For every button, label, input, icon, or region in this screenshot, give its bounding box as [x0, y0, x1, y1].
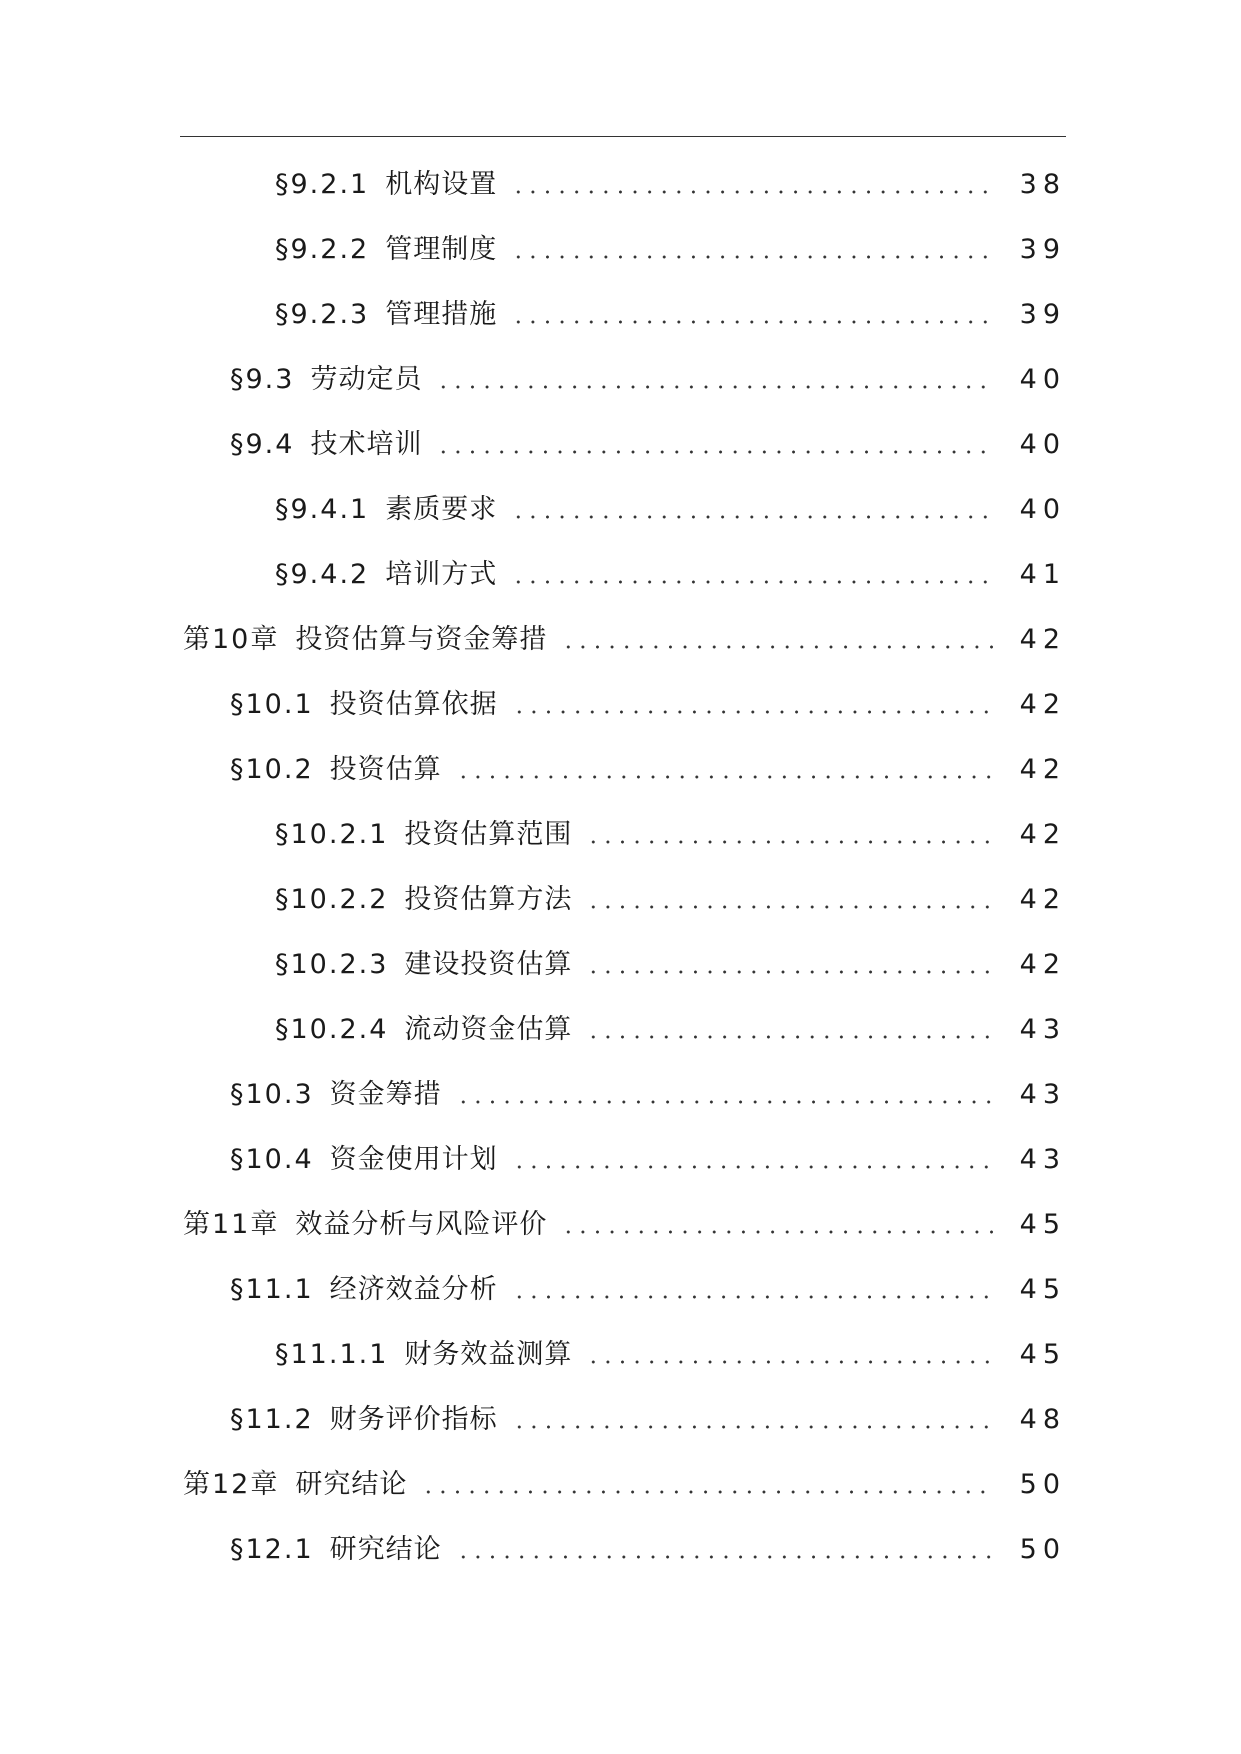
toc-entry-title: 研究结论: [295, 1469, 408, 1500]
dot-leader: [586, 839, 996, 845]
toc-entry[interactable]: [0, 347, 1241, 412]
dot-leader: [456, 1099, 996, 1105]
header-rule: [180, 136, 1066, 137]
toc-entry-number: §10.2.2: [275, 884, 389, 915]
dot-leader: [512, 1164, 996, 1170]
toc-entry[interactable]: [0, 932, 1241, 997]
toc-entry-title: 效益分析与风险评价: [295, 1209, 548, 1240]
toc-entry-number: §10.2.4: [275, 1014, 389, 1045]
toc-chapter-entry[interactable]: [0, 1452, 1241, 1517]
toc-entry-page: 48: [1019, 1404, 1066, 1435]
toc-entry-page: 45: [1019, 1274, 1066, 1305]
dot-leader: [586, 1034, 996, 1040]
toc-entry-title: 素质要求: [385, 494, 498, 525]
toc-entry-page: 50: [1019, 1534, 1066, 1565]
toc-entry-page: 42: [1019, 624, 1066, 655]
dot-leader: [511, 579, 996, 585]
toc-entry-page: 50: [1019, 1469, 1066, 1500]
toc-entry-number: §10.2.3: [275, 949, 389, 980]
toc-entry-page: 39: [1019, 234, 1066, 265]
dot-leader: [511, 319, 996, 325]
dot-leader: [511, 514, 996, 520]
toc-entry-number: §9.2.3: [275, 299, 370, 330]
toc-entry-number: §9.4.1: [275, 494, 370, 525]
toc-entry-page: 45: [1019, 1209, 1066, 1240]
toc-entry-number: §9.4: [230, 429, 295, 460]
dot-leader: [586, 904, 996, 910]
dot-leader: [561, 644, 996, 650]
toc-entry-title: 财务评价指标: [329, 1404, 498, 1435]
dot-leader: [586, 969, 996, 975]
toc-entry-number: §9.4.2: [275, 559, 370, 590]
toc-entry-number: §12.1: [230, 1534, 314, 1565]
toc-entry-number: §10.3: [230, 1079, 314, 1110]
dot-leader: [512, 709, 996, 715]
toc-entry-page: 43: [1019, 1014, 1066, 1045]
toc-entry-page: 43: [1019, 1144, 1066, 1175]
toc-entry-number: §10.1: [230, 689, 314, 720]
toc-entry-page: 40: [1019, 429, 1066, 460]
toc-entry-page: 39: [1019, 299, 1066, 330]
toc-entry-page: 43: [1019, 1079, 1066, 1110]
table-of-contents: [0, 152, 1241, 1582]
toc-entry-title: 投资估算: [329, 754, 442, 785]
toc-entry-title: 研究结论: [329, 1534, 442, 1565]
toc-entry-number: §11.2: [230, 1404, 314, 1435]
toc-entry-number: §11.1: [230, 1274, 314, 1305]
dot-leader: [511, 189, 996, 195]
toc-entry-number: §11.1.1: [275, 1339, 389, 1370]
toc-entry-number: 第11章: [183, 1209, 280, 1240]
toc-entry-title: 投资估算范围: [404, 819, 573, 850]
toc-entry-page: 38: [1019, 169, 1066, 200]
dot-leader: [456, 774, 996, 780]
toc-entry-title: 管理制度: [385, 234, 498, 265]
toc-entry[interactable]: [0, 737, 1241, 802]
toc-entry-title: 投资估算与资金筹措: [295, 624, 548, 655]
toc-entry-page: 40: [1019, 494, 1066, 525]
dot-leader: [512, 1294, 996, 1300]
toc-entry[interactable]: [0, 867, 1241, 932]
dot-leader: [511, 254, 996, 260]
toc-chapter-entry[interactable]: [0, 1192, 1241, 1257]
toc-entry-number: §9.2.2: [275, 234, 370, 265]
toc-entry[interactable]: [0, 997, 1241, 1062]
toc-entry-page: 42: [1019, 754, 1066, 785]
toc-entry-page: 42: [1019, 949, 1066, 980]
toc-entry-number: §9.3: [230, 364, 295, 395]
dot-leader: [421, 1489, 996, 1495]
toc-entry[interactable]: [0, 802, 1241, 867]
toc-entry-title: 培训方式: [385, 559, 498, 590]
toc-entry-page: 42: [1019, 884, 1066, 915]
toc-chapter-entry[interactable]: [0, 607, 1241, 672]
toc-entry[interactable]: [0, 1127, 1241, 1192]
toc-entry[interactable]: [0, 477, 1241, 542]
toc-entry[interactable]: [0, 542, 1241, 607]
toc-entry[interactable]: [0, 217, 1241, 282]
dot-leader: [561, 1229, 996, 1235]
toc-entry-title: 投资估算方法: [404, 884, 573, 915]
toc-entry-page: 40: [1019, 364, 1066, 395]
toc-entry-title: 技术培训: [310, 429, 423, 460]
dot-leader: [586, 1359, 996, 1365]
toc-entry-number: 第12章: [183, 1469, 280, 1500]
toc-entry[interactable]: [0, 412, 1241, 477]
toc-entry-number: §9.2.1: [275, 169, 370, 200]
dot-leader: [512, 1424, 996, 1430]
dot-leader: [436, 384, 996, 390]
dot-leader: [436, 449, 996, 455]
toc-entry-title: 流动资金估算: [404, 1014, 573, 1045]
toc-entry[interactable]: [0, 1387, 1241, 1452]
toc-entry-title: 劳动定员: [310, 364, 423, 395]
toc-entry-number: §10.2.1: [275, 819, 389, 850]
toc-entry[interactable]: [0, 1062, 1241, 1127]
toc-entry[interactable]: [0, 1322, 1241, 1387]
toc-entry-page: 45: [1019, 1339, 1066, 1370]
toc-entry[interactable]: [0, 672, 1241, 737]
toc-entry-number: §10.2: [230, 754, 314, 785]
toc-entry-title: 机构设置: [385, 169, 498, 200]
toc-entry[interactable]: [0, 1517, 1241, 1582]
toc-entry-title: 建设投资估算: [404, 949, 573, 980]
toc-entry[interactable]: [0, 152, 1241, 217]
toc-entry-number: §10.4: [230, 1144, 314, 1175]
toc-entry-title: 资金筹措: [329, 1079, 442, 1110]
toc-entry-title: 财务效益测算: [404, 1339, 573, 1370]
toc-entry-page: 42: [1019, 689, 1066, 720]
toc-entry-title: 经济效益分析: [329, 1274, 498, 1305]
toc-entry-page: 42: [1019, 819, 1066, 850]
toc-entry-title: 资金使用计划: [329, 1144, 498, 1175]
toc-entry-number: 第10章: [183, 624, 280, 655]
toc-entry-title: 管理措施: [385, 299, 498, 330]
toc-entry[interactable]: [0, 282, 1241, 347]
toc-entry[interactable]: [0, 1257, 1241, 1322]
dot-leader: [456, 1554, 996, 1560]
toc-entry-title: 投资估算依据: [329, 689, 498, 720]
toc-entry-page: 41: [1019, 559, 1066, 590]
